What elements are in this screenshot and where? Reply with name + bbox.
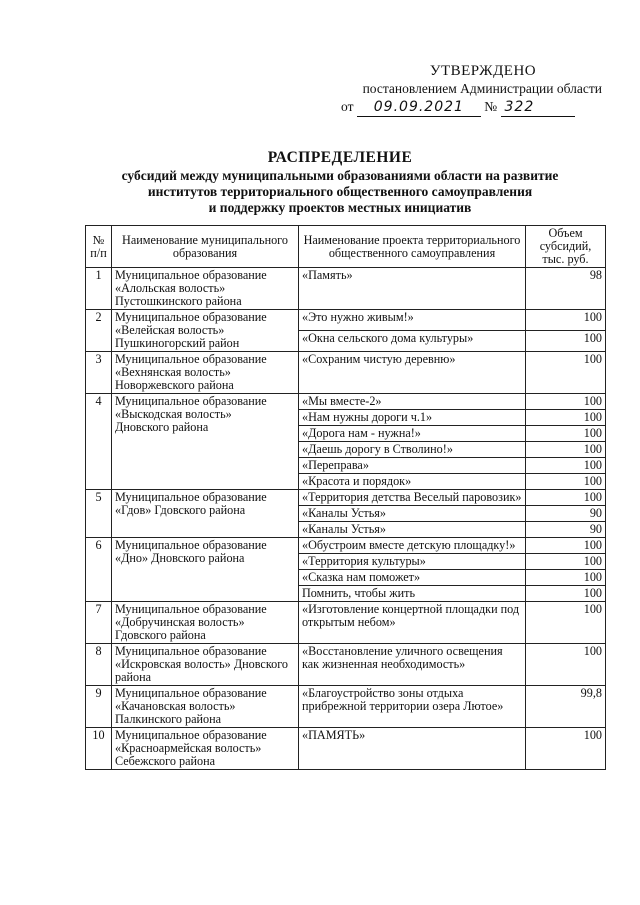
subsidy-volume: 100 [526, 474, 606, 490]
project-name: «Сказка нам поможет» [299, 570, 526, 586]
municipality-line: «Добручинская волость» [115, 615, 245, 629]
subsidy-volume: 90 [526, 522, 606, 538]
municipality-line: Муниципальное образование [115, 644, 267, 658]
project-name: Помнить, чтобы жить [299, 586, 526, 602]
table-body [86, 268, 606, 770]
project-name: «Территория культуры» [299, 554, 526, 570]
project-name: «Нам нужны дороги ч.1» [299, 410, 526, 426]
municipality-line: «Гдов» Гдовского района [115, 503, 246, 517]
header-municipality: Наименование муниципального образования [112, 226, 299, 268]
subsidy-volume: 100 [526, 394, 606, 410]
document-subtitle-line-1: субсидий между муниципальными образованиями области на развитие [121, 168, 559, 183]
row-number: 5 [86, 490, 112, 538]
project-name: «Территория детства Веселый паровозик» [299, 490, 526, 506]
subsidy-volume: 100 [526, 410, 606, 426]
subsidy-volume: 100 [526, 728, 606, 770]
municipality-line: «Выскодская волость» [115, 407, 232, 421]
approval-number-sign: № [484, 99, 498, 114]
approval-stamp [318, 62, 608, 117]
project-name: «Обустроим вместе детскую площадку!» [299, 538, 526, 554]
table-row [86, 490, 606, 506]
subsidy-volume: 100 [526, 426, 606, 442]
municipality-line: Муниципальное образование [115, 490, 267, 504]
municipality-cell [112, 686, 299, 728]
row-number: 7 [86, 602, 112, 644]
document-heading [60, 148, 620, 216]
project-name: «Красота и порядок» [299, 474, 526, 490]
project-name: «Сохраним чистую деревню» [299, 352, 526, 394]
municipality-line: района [115, 670, 152, 684]
municipality-cell [112, 310, 299, 352]
table-row [86, 728, 606, 770]
header-volume: Объем субсидий, тыс. руб. [526, 226, 606, 268]
municipality-cell [112, 644, 299, 686]
project-name: «ПАМЯТЬ» [299, 728, 526, 770]
row-number: 1 [86, 268, 112, 310]
municipality-cell [112, 490, 299, 538]
table-header-row [86, 226, 606, 268]
project-name: «Мы вместе-2» [299, 394, 526, 410]
subsidy-volume: 100 [526, 352, 606, 394]
municipality-line: Муниципальное образование [115, 538, 267, 552]
municipality-line: «Велейская волость» [115, 323, 225, 337]
municipality-line: Палкинского района [115, 712, 222, 726]
project-name: «Переправа» [299, 458, 526, 474]
header-no: № п/п [86, 226, 112, 268]
municipality-line: Себежского района [115, 754, 216, 768]
subsidy-volume: 100 [526, 331, 606, 352]
header-project: Наименование проекта территориального общественного самоуправления [299, 226, 526, 268]
project-name: «Память» [299, 268, 526, 310]
municipality-cell [112, 728, 299, 770]
project-name: «Даешь дорогу в Стволино!» [299, 442, 526, 458]
row-number: 10 [86, 728, 112, 770]
municipality-line: «Вехнянская волость» [115, 365, 231, 379]
municipality-cell [112, 538, 299, 602]
municipality-line: Муниципальное образование [115, 310, 267, 324]
row-number: 3 [86, 352, 112, 394]
row-number: 9 [86, 686, 112, 728]
approval-date-prefix: от [341, 99, 354, 114]
municipality-line: Новоржевского района [115, 378, 234, 392]
municipality-line: «Искровская волость» Дновского [115, 657, 289, 671]
municipality-line: Пушкиногорский район [115, 336, 240, 350]
subsidy-volume: 90 [526, 506, 606, 522]
subsidy-volume: 100 [526, 442, 606, 458]
approval-date-line [318, 98, 608, 117]
project-name: «Дорога нам - нужна!» [299, 426, 526, 442]
municipality-line: «Качановская волость» [115, 699, 236, 713]
table-row [86, 602, 606, 644]
municipality-cell [112, 268, 299, 310]
subsidy-volume: 100 [526, 538, 606, 554]
subsidy-volume: 98 [526, 268, 606, 310]
municipality-line: Гдовского района [115, 628, 206, 642]
municipality-line: Пустошкинского района [115, 294, 242, 308]
municipality-line: «Красноармейская волость» [115, 741, 262, 755]
subsidy-volume: 99,8 [526, 686, 606, 728]
table-row [86, 538, 606, 554]
project-name: «Восстановление уличного освещения как жизненная необходимость» [299, 644, 526, 686]
municipality-line: Муниципальное образование [115, 268, 267, 282]
document-title: РАСПРЕДЕЛЕНИЕ [267, 149, 413, 166]
table-row [86, 644, 606, 686]
table-row [86, 352, 606, 394]
municipality-cell [112, 352, 299, 394]
approval-number: 322 [501, 98, 575, 117]
subsidy-volume: 100 [526, 570, 606, 586]
municipality-line: Муниципальное образование [115, 686, 267, 700]
municipality-line: Муниципальное образование [115, 352, 267, 366]
table-row [86, 686, 606, 728]
municipality-line: «Дно» Дновского района [115, 551, 245, 565]
municipality-cell [112, 394, 299, 490]
row-number: 4 [86, 394, 112, 490]
document-subtitle-line-3: и поддержку проектов местных инициатив [208, 200, 472, 215]
subsidy-volume: 100 [526, 586, 606, 602]
municipality-line: Муниципальное образование [115, 602, 267, 616]
municipality-line: «Алольская волость» [115, 281, 226, 295]
approval-line: постановлением Администрации области [362, 81, 602, 96]
subsidy-volume: 100 [526, 310, 606, 331]
subsidy-volume: 100 [526, 490, 606, 506]
table-row [86, 268, 606, 310]
municipality-cell [112, 602, 299, 644]
project-name: «Благоустройство зоны отдыха прибрежной территории озера Лютое» [299, 686, 526, 728]
subsidy-volume: 100 [526, 644, 606, 686]
table-row [86, 394, 606, 410]
row-number: 2 [86, 310, 112, 352]
municipality-line: Муниципальное образование [115, 394, 267, 408]
municipality-line: Дновского района [115, 420, 209, 434]
approval-title: УТВЕРЖДЕНО [429, 63, 537, 79]
subsidy-volume: 100 [526, 602, 606, 644]
project-name: «Окна сельского дома культуры» [299, 331, 526, 352]
document-subtitle-line-2: институтов территориального общественного самоуправления [147, 184, 533, 199]
subsidy-volume: 100 [526, 554, 606, 570]
project-name: «Изготовление концертной площадки под открытым небом» [299, 602, 526, 644]
municipality-line: Муниципальное образование [115, 728, 267, 742]
table-row [86, 310, 606, 331]
approval-date: 09.09.2021 [357, 98, 481, 117]
row-number: 6 [86, 538, 112, 602]
row-number: 8 [86, 644, 112, 686]
project-name: «Каналы Устья» [299, 522, 526, 538]
subsidy-volume: 100 [526, 458, 606, 474]
project-name: «Это нужно живым!» [299, 310, 526, 331]
project-name: «Каналы Устья» [299, 506, 526, 522]
subsidy-table [85, 225, 606, 770]
